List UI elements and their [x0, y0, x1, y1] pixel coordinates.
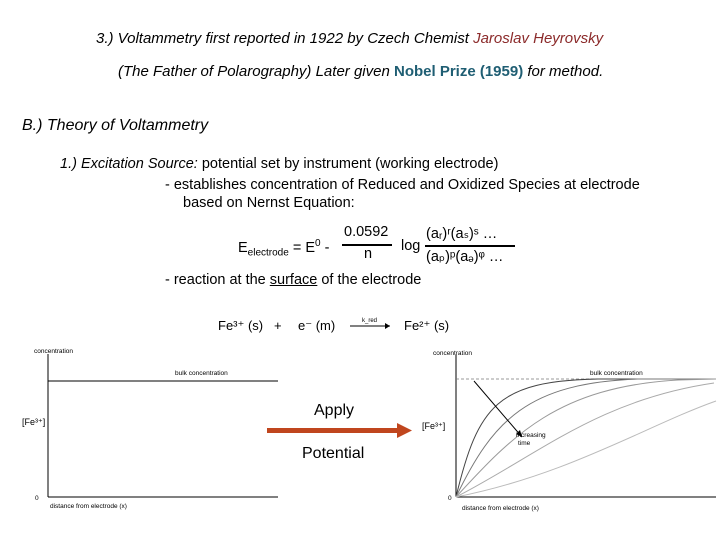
bullet-1-line-1: - establishes concentration of Reduced and Oxidized Species at electrode [165, 177, 640, 193]
section-heading: B.) Theory of Voltammetry [22, 117, 209, 134]
item-rest: potential set by instrument (working electrode) [197, 156, 499, 172]
left-bulk-label: bulk concentration [175, 370, 228, 377]
increasing-time-arrow [474, 381, 522, 437]
surface-word: surface [269, 272, 318, 288]
right-bulk-label: bulk concentration [590, 370, 643, 377]
reaction-rate-label: k_red [362, 318, 378, 324]
nobel-prize-text: Nobel Prize (1959) [393, 63, 524, 80]
right-xlabel: distance from electrode (x) [462, 505, 539, 512]
eq-e-sub: electrode [247, 247, 289, 259]
eq-equals-e: = E [292, 239, 316, 256]
reaction-reactant: Fe³⁺ (s) [218, 318, 264, 333]
eq-log: log [401, 238, 421, 254]
left-origin: 0 [35, 495, 39, 502]
eq-fraction-bar-2 [425, 245, 515, 247]
profile-curve-2 [456, 379, 716, 497]
apply-potential-arrow [265, 422, 415, 440]
profile-curve-4 [456, 383, 714, 497]
eq-numerator: 0.0592 [344, 224, 389, 240]
reaction-plus: + [274, 318, 282, 333]
history-text-2: (The Father of Polarography) Later given [118, 63, 394, 80]
heyrovsky-name: Jaroslav Heyrovsky [473, 30, 604, 47]
bullet-2-suffix: of the electrode [317, 272, 422, 288]
bullet-2-prefix: - reaction at the [165, 272, 270, 288]
history-line-1 [96, 30, 603, 47]
profile-curve-3 [456, 379, 716, 497]
eq-frac-top: (aᵣ)ʳ(aₛ)ˢ … [426, 226, 498, 242]
eq-frac-bottom: (aₚ)ᵖ(aₔ)ᵠ … [426, 249, 504, 265]
profile-curve-5 [456, 401, 716, 497]
left-species-label: [Fe³⁺] [22, 417, 46, 427]
reaction-electron: e⁻ (m) [298, 318, 336, 333]
item-lead: 1.) Excitation Source: [60, 156, 198, 172]
left-concentration-plot [10, 342, 280, 517]
arrow-shaft [267, 428, 397, 433]
bullet-2 [165, 272, 421, 288]
arrow-head [397, 423, 412, 438]
potential-label: Potential [302, 445, 365, 462]
eq-e0-sup: 0 [315, 238, 321, 249]
history-suffix: for method. [523, 63, 604, 80]
reaction-product: Fe²⁺ (s) [404, 318, 450, 333]
left-xlabel: distance from electrode (x) [50, 503, 127, 510]
reaction-arrowhead [385, 323, 390, 329]
eq-denominator: n [364, 246, 373, 262]
right-ylabel: concentration [433, 350, 473, 357]
left-ylabel: concentration [34, 348, 74, 355]
time-label-1: increasing [516, 432, 546, 439]
nernst-lhs [238, 238, 329, 259]
excitation-source-item [60, 156, 498, 172]
profile-curve-1 [456, 379, 716, 497]
time-label-2: time [518, 440, 531, 447]
right-origin: 0 [448, 495, 452, 502]
eq-minus: - [324, 239, 330, 256]
bullet-1-line-2: based on Nernst Equation: [183, 195, 355, 211]
right-species-label: [Fe³⁺] [422, 421, 446, 431]
history-line-2 [118, 63, 603, 80]
history-text: 3.) Voltammetry first reported in 1922 by Czech Chemist [96, 30, 474, 47]
eq-e: E [238, 239, 248, 256]
apply-label: Apply [314, 402, 355, 419]
reaction-equation [210, 312, 470, 340]
right-concentration-plot [418, 345, 718, 517]
